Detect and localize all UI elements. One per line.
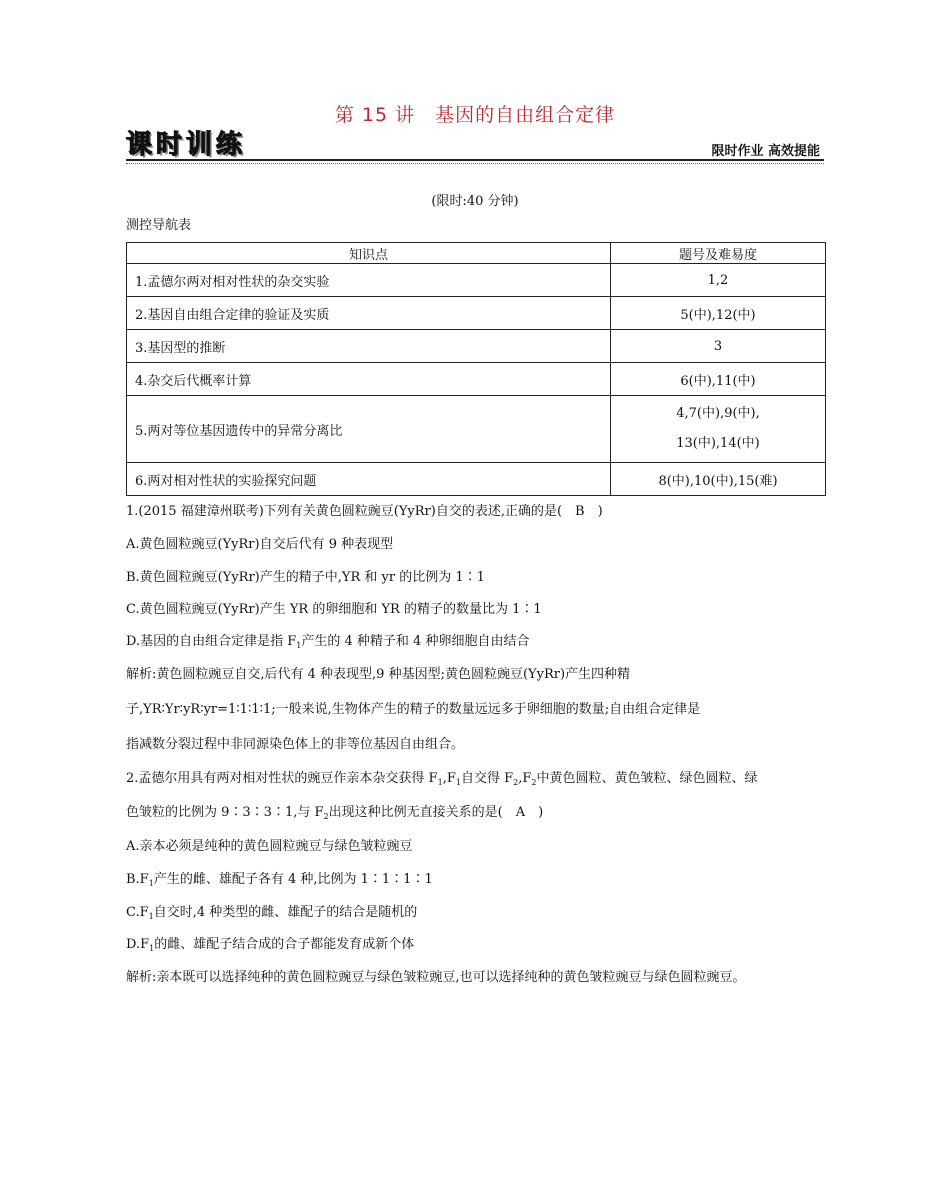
column-header: 知识点	[127, 243, 611, 264]
q1-option-d	[126, 630, 846, 650]
text: 出现这种比例无直接关系的是( A )	[328, 805, 544, 820]
topic-cell: 5.两对等位基因遗传中的异常分离比	[127, 396, 611, 463]
subscript: 2	[531, 777, 537, 787]
table-row	[127, 330, 826, 363]
table-row	[127, 463, 826, 496]
banner-dotted-rule	[126, 163, 824, 164]
badge-char: 练	[216, 130, 243, 160]
text: B.F	[126, 872, 149, 887]
table-header-row	[127, 243, 826, 264]
q1-analysis-line: 子,YR∶Yr∶yR∶yr=1∶1∶1∶1;一般来说,生物体产生的精子的数量远远多于卵细胞的数量;自由组合定律是	[126, 702, 701, 717]
topic-cell: 2.基因自由组合定律的验证及实质	[127, 297, 611, 330]
table-row	[127, 363, 826, 396]
question-2-stem	[126, 767, 846, 787]
q2-analysis: 解析:亲本既可以选择纯种的黄色圆粒豌豆与绿色皱粒豌豆,也可以选择纯种的黄色皱粒豌豆与绿色圆粒豌豆。	[126, 970, 746, 985]
questions-cell: 1,2	[611, 264, 826, 297]
section-banner	[126, 128, 824, 168]
subscript: 1	[455, 777, 461, 787]
subscript: 1	[296, 640, 302, 650]
subscript: 1	[149, 943, 155, 953]
banner-rule	[126, 159, 824, 161]
questions-line: 13(中),14(中)	[676, 436, 760, 451]
q2-option-a: A.亲本必须是纯种的黄色圆粒豌豆与绿色皱粒豌豆	[126, 839, 413, 854]
subscript: 2	[513, 777, 519, 787]
q1-option-c: C.黄色圆粒豌豆(YyRr)产生 YR 的卵细胞和 YR 的精子的数量比为 1∶1	[126, 602, 542, 617]
text: D.F	[126, 937, 150, 952]
lesson-badge	[126, 130, 246, 160]
topic-cell: 3.基因型的推断	[127, 330, 611, 363]
q1-analysis-line: 解析:黄色圆粒豌豆自交,后代有 4 种表现型,9 种基因型;黄色圆粒豌豆(YyRr)产生四种精	[126, 667, 631, 682]
questions-cell	[611, 396, 826, 463]
questions-cell: 6(中),11(中)	[611, 363, 826, 396]
badge-char: 课	[126, 130, 153, 160]
text: 自交时,4 种类型的雌、雄配子的结合是随机的	[153, 905, 418, 920]
q2-option-b	[126, 868, 846, 888]
badge-char: 训	[186, 130, 213, 160]
topic-cell: 6.两对相对性状的实验探究问题	[127, 463, 611, 496]
subscript: 2	[323, 811, 329, 821]
badge-char: 时	[156, 130, 183, 160]
nav-table-caption: 测控导航表	[126, 218, 192, 233]
table-row	[127, 264, 826, 297]
question-2-stem-cont	[126, 801, 846, 821]
text: 色皱粒的比例为 9∶3∶3∶1,与 F	[126, 805, 324, 820]
topic-cell: 1.孟德尔两对相对性状的杂交实验	[127, 264, 611, 297]
q1-option-a: A.黄色圆粒豌豆(YyRr)自交后代有 9 种表现型	[126, 537, 394, 552]
text: 2.孟德尔用具有两对相对性状的豌豆作亲本杂交获得 F	[126, 771, 438, 786]
subscript: 1	[148, 911, 154, 921]
table-row	[127, 396, 826, 463]
subscript: 1	[437, 777, 443, 787]
column-header: 题号及难易度	[611, 243, 826, 264]
text: 产生的雌、雄配子各有 4 种,比例为 1∶1∶1∶1	[153, 872, 433, 887]
navigation-table	[126, 242, 826, 496]
questions-cell: 3	[611, 330, 826, 363]
subscript: 1	[148, 878, 154, 888]
time-limit: (限时:40 分钟)	[431, 194, 519, 209]
topic-cell: 4.杂交后代概率计算	[127, 363, 611, 396]
text: ,F	[442, 771, 456, 786]
questions-cell: 8(中),10(中),15(难)	[611, 463, 826, 496]
page-title: 第 15 讲 基因的自由组合定律	[334, 104, 616, 126]
text: 的雌、雄配子结合成的合子都能发育成新个体	[154, 937, 415, 952]
text: ,F	[518, 771, 532, 786]
questions-line: 4,7(中),9(中),	[676, 406, 760, 421]
questions-cell: 5(中),12(中)	[611, 297, 826, 330]
text: 中黄色圆粒、黄色皱粒、绿色圆粒、绿	[536, 771, 758, 786]
text: C.F	[126, 905, 149, 920]
q1-option-b: B.黄色圆粒豌豆(YyRr)产生的精子中,YR 和 yr 的比例为 1∶1	[126, 570, 485, 585]
slogan: 限时作业 高效提能	[711, 144, 820, 159]
q2-option-c	[126, 901, 846, 921]
text: 产生的 4 种精子和 4 种卵细胞自由结合	[301, 634, 530, 649]
q2-option-d	[126, 933, 846, 953]
text: D.基因的自由组合定律是指 F	[126, 634, 297, 649]
q1-analysis-line: 指减数分裂过程中非同源染色体上的非等位基因自由组合。	[126, 737, 465, 752]
text: 自交得 F	[460, 771, 514, 786]
question-1-stem: 1.(2015 福建漳州联考)下列有关黄色圆粒豌豆(YyRr)自交的表述,正确的是( B )	[126, 504, 603, 519]
table-row	[127, 297, 826, 330]
